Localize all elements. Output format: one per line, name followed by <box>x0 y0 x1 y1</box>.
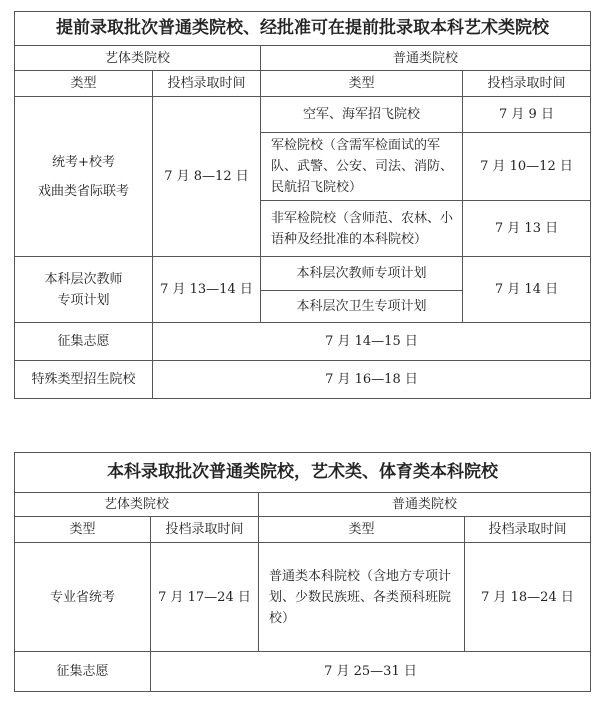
type-cell: 特殊类型招生院校 <box>15 361 153 399</box>
col-header-time: 投档录取时间 <box>151 517 259 543</box>
time-cell: 7 月 17—24 日 <box>151 543 259 652</box>
type-cell: 专业省统考 <box>15 543 151 652</box>
type-cell: 本科层次教师专项计划 <box>261 257 463 291</box>
time-cell: 7 月 13 日 <box>463 201 591 257</box>
col-header-type: 类型 <box>15 517 151 543</box>
time-cell: 7 月 18—24 日 <box>465 543 591 652</box>
art-sports-group-header: 艺体类院校 <box>15 493 259 517</box>
advance-batch-schedule-table <box>14 11 591 399</box>
art-sports-group-header: 艺体类院校 <box>15 46 261 71</box>
col-header-type: 类型 <box>261 71 463 97</box>
col-header-time: 投档录取时间 <box>465 517 591 543</box>
time-cell: 7 月 10—12 日 <box>463 133 591 201</box>
type-line: 专项计划 <box>57 292 110 308</box>
time-cell: 7 月 8—12 日 <box>153 97 261 257</box>
col-header-type: 类型 <box>15 71 153 97</box>
time-cell: 7 月 25—31 日 <box>151 652 591 692</box>
general-group-header: 普通类院校 <box>261 46 591 71</box>
table2-title: 本科录取批次普通类院校，艺术类、体育类本科院校 <box>15 453 591 493</box>
type-line: 本科层次教师 <box>44 271 123 287</box>
type-cell <box>15 257 153 323</box>
time-cell: 7 月 9 日 <box>463 97 591 133</box>
type-cell: 普通类本科院校（含地方专项计划、少数民族班、各类预科班院校） <box>259 543 465 652</box>
time-cell: 7 月 14 日 <box>463 257 591 323</box>
type-cell: 本科层次卫生专项计划 <box>261 291 463 323</box>
time-cell: 7 月 14—15 日 <box>153 323 591 361</box>
type-cell: 征集志愿 <box>15 323 153 361</box>
time-cell: 7 月 13—14 日 <box>153 257 261 323</box>
table1-title: 提前录取批次普通类院校、经批准可在提前批录取本科艺术类院校 <box>15 12 591 46</box>
col-header-time: 投档录取时间 <box>463 71 591 97</box>
time-cell: 7 月 16—18 日 <box>153 361 591 399</box>
type-line: 戏曲类省际联考 <box>37 183 129 199</box>
type-cell: 非军检院校（含师范、农林、小语种及经批准的本科院校） <box>261 201 463 257</box>
undergraduate-batch-schedule-table <box>14 452 591 692</box>
type-cell: 空军、海军招飞院校 <box>261 97 463 133</box>
col-header-type: 类型 <box>259 517 465 543</box>
type-cell: 军检院校（含需军检面试的军队、武警、公安、司法、消防、民航招飞院校） <box>261 133 463 201</box>
general-group-header: 普通类院校 <box>259 493 591 517</box>
type-line: 统考+校考 <box>52 154 115 170</box>
col-header-time: 投档录取时间 <box>153 71 261 97</box>
type-cell <box>15 97 153 257</box>
type-cell: 征集志愿 <box>15 652 151 692</box>
